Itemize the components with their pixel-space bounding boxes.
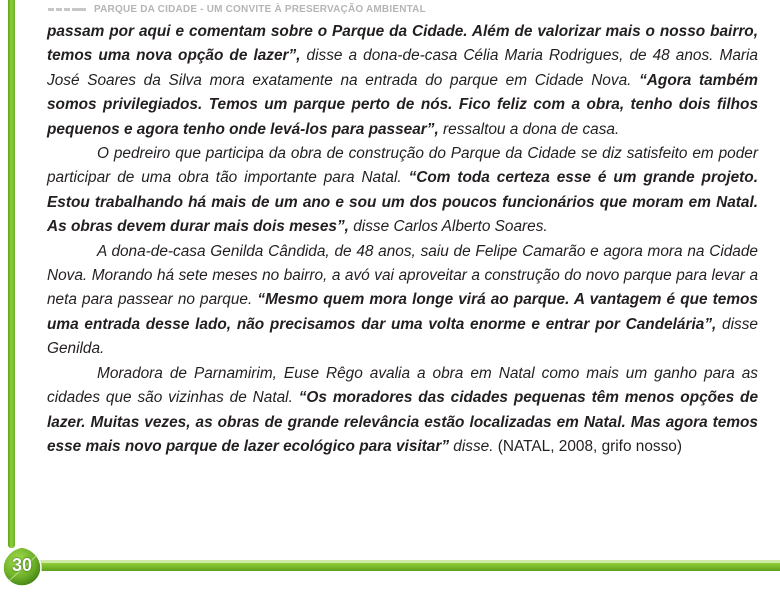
narrative-text: disse.	[449, 437, 494, 455]
paragraph-1	[47, 20, 758, 142]
running-header	[48, 2, 426, 16]
left-green-border	[8, 0, 15, 548]
narrative-text: A dona-de-casa Genilda Cândida, de 48 anos, saiu de Felipe Camarão e agora mora na Cidade Nova. Morando há sete meses no bairro, a avó vai aproveitar a construção do novo parque para levar a neta para passear no parque.	[47, 242, 758, 309]
body-text	[47, 20, 758, 459]
narrative-text: disse Carlos Alberto Soares.	[348, 218, 548, 236]
header-dash-ornament	[48, 8, 86, 11]
quote-text: “Com toda certeza esse é um grande projeto. Estou trabalhando há mais de um ano e sou um dos poucos funcionários que moram em Natal. As obras devem durar mais dois meses”,	[47, 169, 758, 236]
quote-text: passam por aqui e comentam sobre o Parque da Cidade. Além de valorizar mais o nosso bairro, temos uma nova opção de lazer”,	[47, 23, 758, 65]
paragraph-2	[47, 142, 758, 240]
narrative-text: ressaltou a dona de casa.	[438, 120, 620, 138]
page-number: 30	[11, 555, 33, 575]
header-title: PARQUE DA CIDADE - UM CONVITE À PRESERVAÇÃO AMBIENTAL	[94, 3, 426, 15]
narrative-text: O pedreiro que participa da obra de construção do Parque da Cidade se diz satisfeito em poder participar de uma obra tão importante para Natal.	[47, 145, 758, 187]
citation-text: (NATAL, 2008, grifo nosso)	[493, 437, 682, 455]
narrative-text: Moradora de Parnamirim, Euse Rêgo avalia a obra em Natal como mais um ganho para as cidades que são vizinhas de Natal.	[47, 364, 758, 407]
paragraph-4	[47, 362, 758, 460]
paragraph-3	[47, 240, 758, 362]
bottom-green-border	[30, 563, 780, 571]
narrative-text: disse a dona-de-casa Célia Maria Rodrigues, de 48 anos. Maria José Soares da Silva mora exatamente na entrada do parque em Cidade Nova.	[47, 47, 758, 89]
quote-text: “Mesmo quem mora longe virá ao parque. A vantagem é que temos uma entrada desse lado, não precisamos dar uma volta enorme e entrar por Candelária”,	[47, 291, 758, 333]
quote-text: “Agora também somos privilegiados. Temos um parque perto de nós. Fico feliz com a obra, tenho dois filhos pequenos e agora tenho onde levá-los para passear”,	[47, 71, 758, 138]
quote-text: “Os moradores das cidades pequenas têm menos opções de lazer. Muitas vezes, as obras de grande relevância estão localizadas em Natal. Mas agora temos esse mais novo parque de lazer ecológico para visitar”	[47, 389, 759, 455]
narrative-text: disse Genilda.	[47, 315, 758, 358]
